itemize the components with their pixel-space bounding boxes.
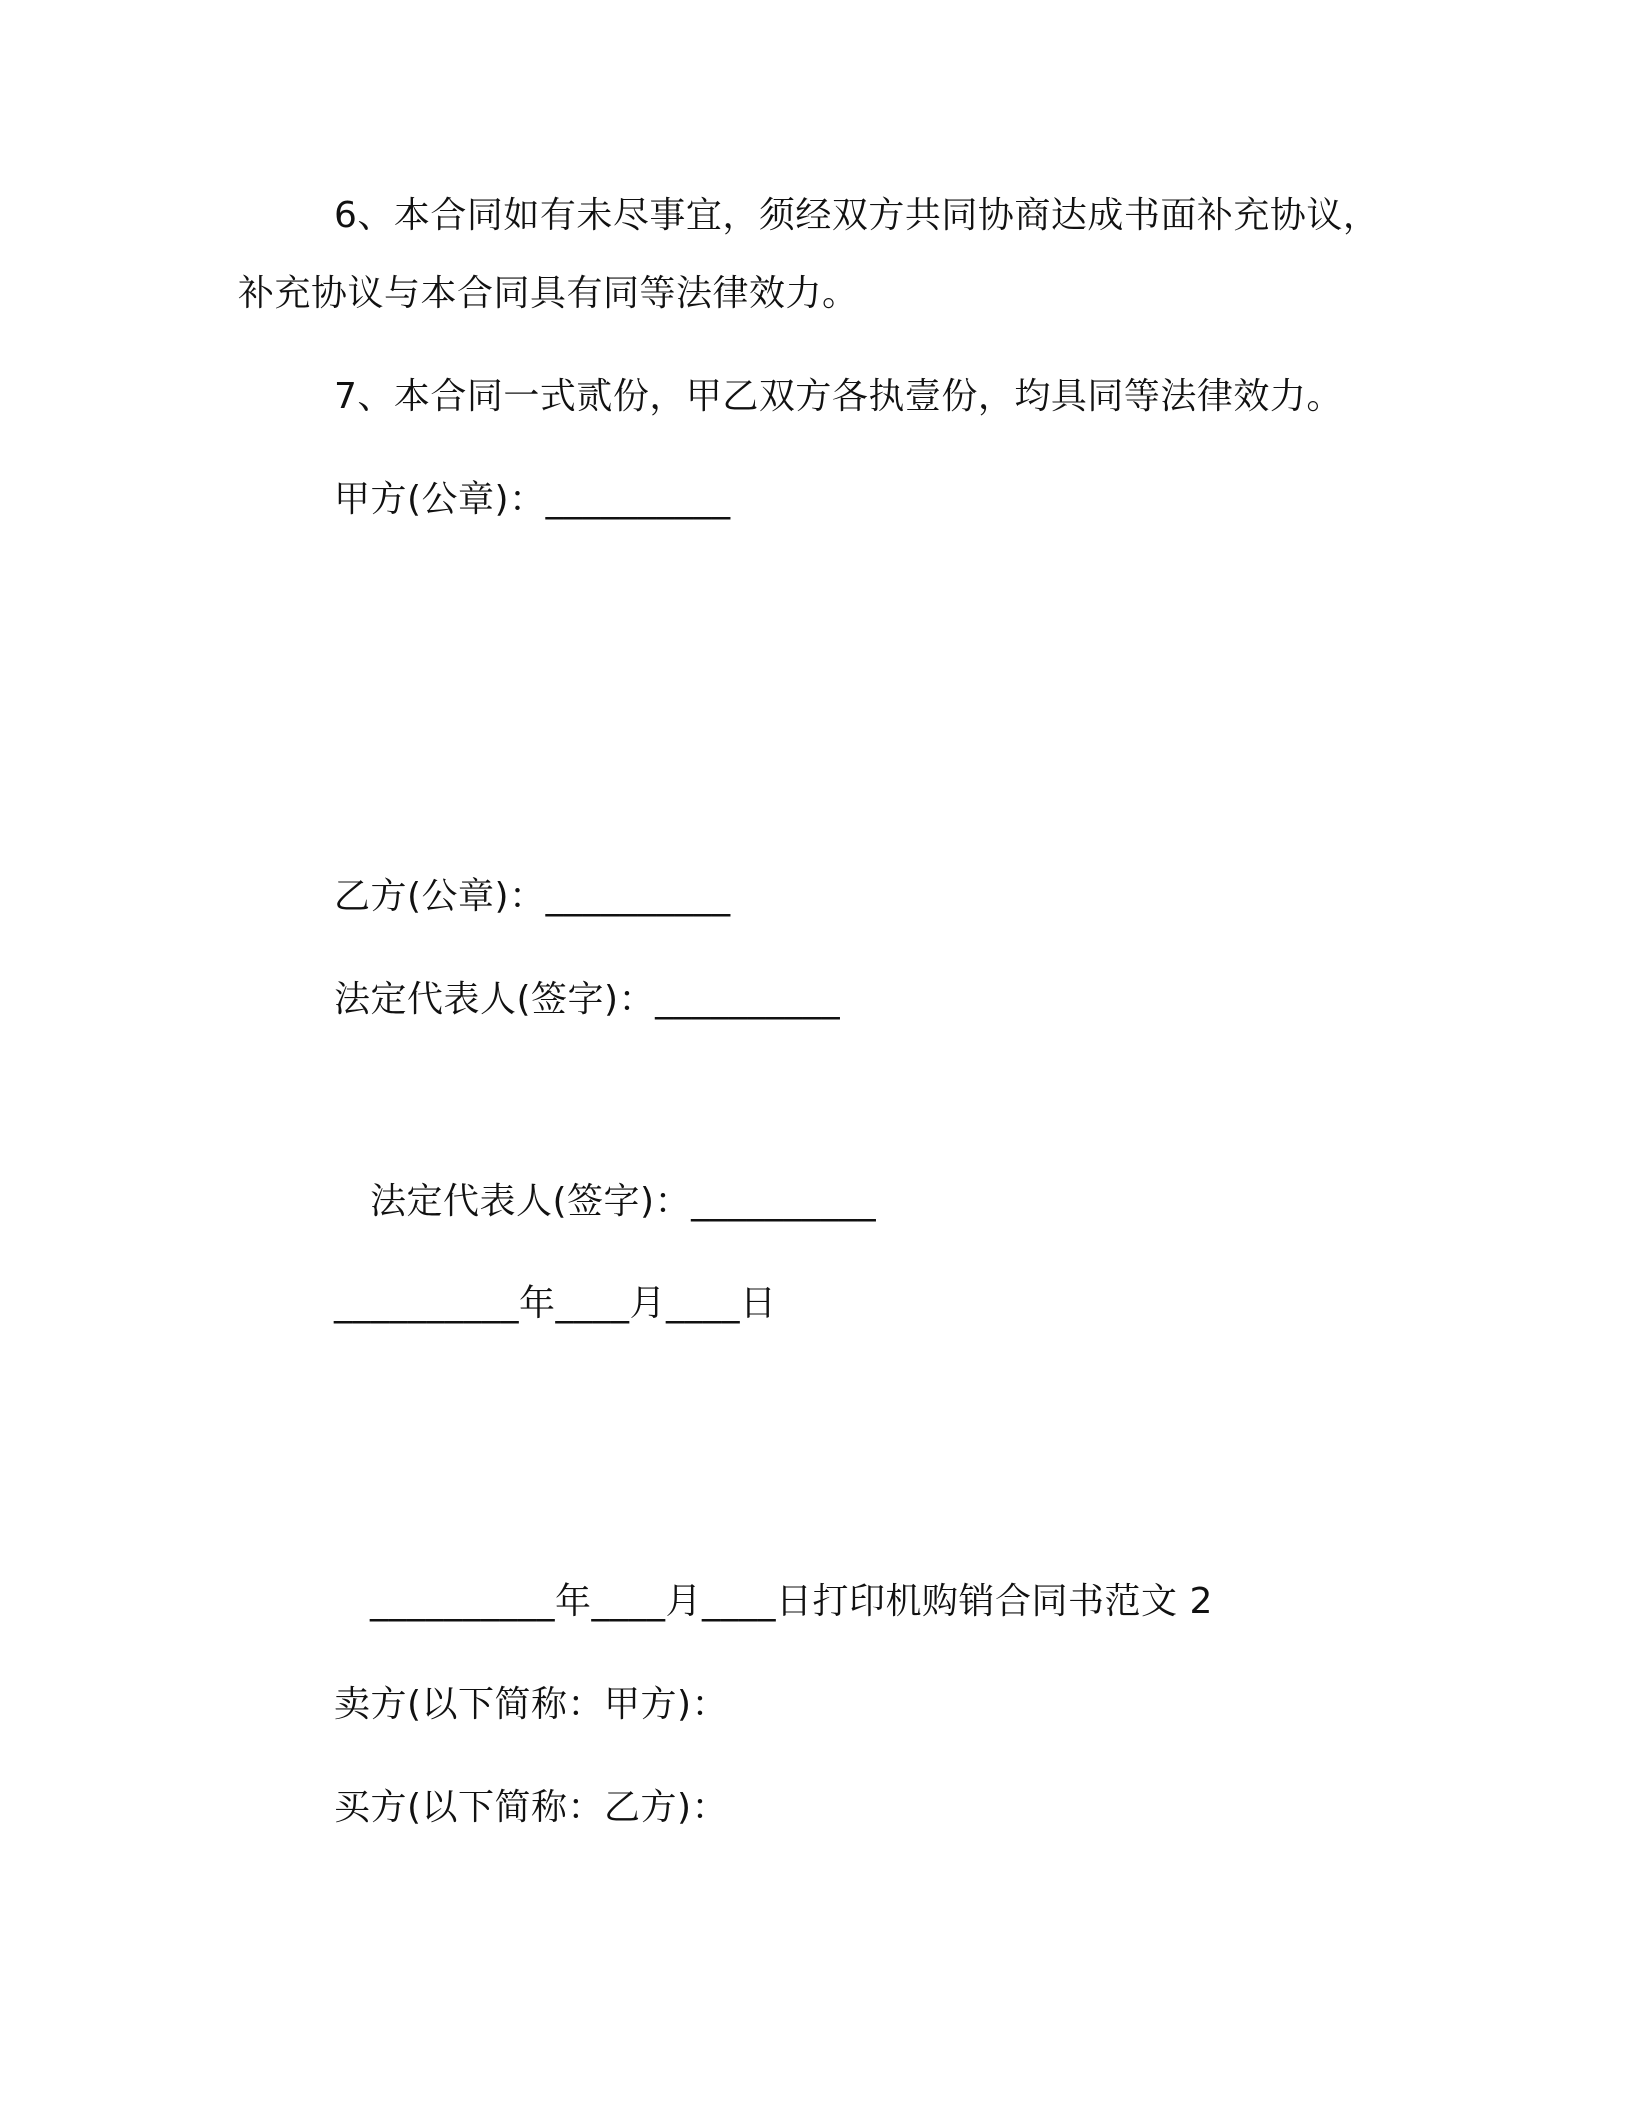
legal-representative-signature-2: 法定代表人(签字)：__________ (370, 1181, 877, 1222)
party-b-seal-line: 乙方(公章)：__________ (334, 876, 731, 917)
clause-6-line-1: 6、本合同如有未尽事宜，须经双方共同协商达成书面补充协议， (334, 195, 1380, 236)
seller-line: 卖方(以下简称：甲方)： (334, 1684, 729, 1725)
date-line: __________年____月____日 (334, 1283, 777, 1324)
party-a-seal-line: 甲方(公章)：__________ (334, 479, 731, 520)
legal-representative-signature-1: 法定代表人(签字)：__________ (334, 979, 841, 1020)
buyer-line: 买方(以下简称：乙方)： (334, 1787, 729, 1828)
clause-6-line-2: 补充协议与本合同具有同等法律效力。 (238, 273, 859, 314)
clause-7: 7、本合同一式贰份，甲乙双方各执壹份，均具同等法律效力。 (334, 376, 1343, 417)
next-contract-title: __________年____月____日打印机购销合同书范文 2 (370, 1581, 1213, 1622)
